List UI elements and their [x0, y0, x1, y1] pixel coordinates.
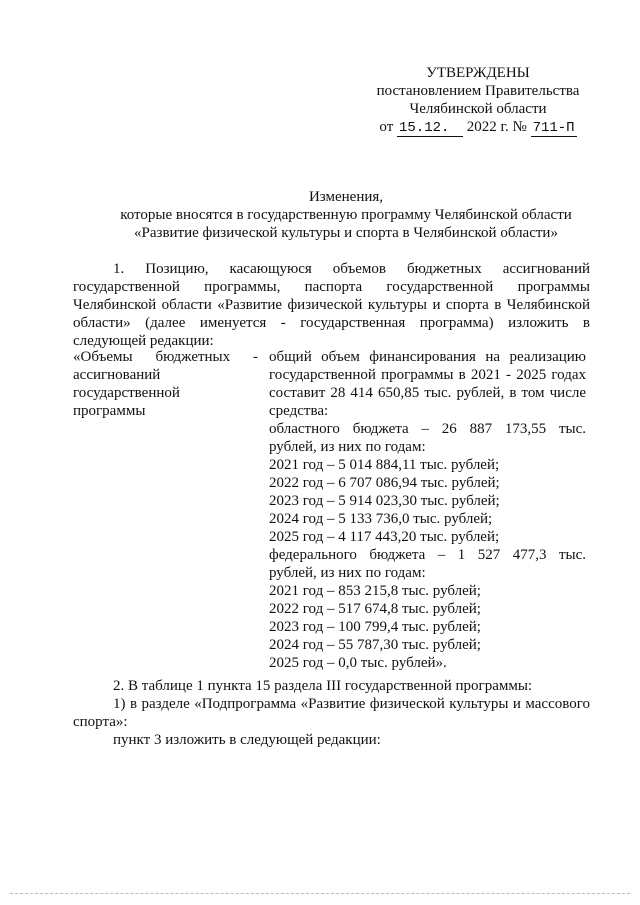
right-cell-line: 2024 год – 5 133 736,0 тыс. рублей; — [269, 511, 493, 527]
right-cell-line: 2021 год – 5 014 884,11 тыс. рублей; — [269, 457, 500, 473]
paragraph-1-line: области» (далее именуется - государственная программа) изложить в — [73, 315, 590, 331]
right-cell-line: 2025 год – 0,0 тыс. рублей». — [269, 655, 447, 671]
budget-table-right-column — [269, 348, 586, 672]
paragraph-2-line1: 2. В таблице 1 пункта 15 раздела III государственной программы: — [113, 678, 533, 694]
paragraph-1-line: Челябинской области «Развитие физической культуры и спорта в Челябинской — [73, 297, 590, 313]
paragraph-2-line2: 1) в разделе «Подпрограмма «Развитие физической культуры и массового — [113, 696, 590, 712]
paragraph-1-line: следующей редакции: — [73, 333, 214, 349]
approval-authority: постановлением Правительства — [376, 83, 580, 99]
right-cell-line: 2022 год – 6 707 086,94 тыс. рублей; — [269, 475, 500, 491]
left-cell-line: ассигнований — [73, 367, 161, 383]
right-cell-line: средства: — [269, 403, 329, 419]
paragraph-1 — [73, 260, 590, 350]
right-cell-line: федерального бюджета – 1 527 477,3 тыс. — [269, 547, 586, 563]
paragraph-2 — [73, 677, 590, 749]
approval-date-number — [368, 118, 588, 136]
approval-date-fill: 15.12. — [397, 121, 463, 137]
paragraph-2-line3: спорта»: — [73, 714, 128, 730]
right-cell-line: 2021 год – 853 215,8 тыс. рублей; — [269, 583, 481, 599]
right-cell-line: составит 28 414 650,85 тыс. рублей, в том числе — [269, 385, 586, 401]
approval-region: Челябинской области — [409, 101, 547, 117]
right-cell-line: рублей, из них по годам: — [269, 565, 426, 581]
budget-table-left-column — [73, 348, 258, 420]
left-cell-line: государственной — [73, 385, 180, 401]
document-heading — [96, 188, 596, 242]
left-cell-line: программы — [73, 403, 146, 419]
approval-year: 2022 г. № — [466, 119, 527, 135]
heading-line3: «Развитие физической культуры и спорта в Челябинской области» — [134, 225, 558, 241]
right-cell-line: государственной программы в 2021 - 2025 годах — [269, 367, 586, 383]
right-cell-line: 2023 год – 100 799,4 тыс. рублей; — [269, 619, 481, 635]
paragraph-1-line: 1. Позицию, касающуюся объемов бюджетных ассигнований — [113, 261, 590, 277]
right-cell-line: 2023 год – 5 914 023,30 тыс. рублей; — [269, 493, 500, 509]
page-bottom-divider — [10, 893, 630, 895]
heading-line2: которые вносятся в государственную программу Челябинской области — [120, 207, 572, 223]
paragraph-1-line: государственной программы, паспорта государственной программы — [73, 279, 590, 295]
approval-ot: от — [379, 119, 394, 135]
right-cell-line: областного бюджета – 26 887 173,55 тыс. — [269, 421, 586, 437]
heading-title: Изменения, — [308, 189, 384, 205]
paragraph-2-line4: пункт 3 изложить в следующей редакции: — [113, 732, 381, 748]
right-cell-line: рублей, из них по годам: — [269, 439, 426, 455]
right-cell-line: 2024 год – 55 787,30 тыс. рублей; — [269, 637, 481, 653]
approval-title: УТВЕРЖДЕНЫ — [426, 65, 530, 81]
approval-number-fill: 711-П — [532, 120, 575, 136]
left-cell-line: «Объемы бюджетных - — [73, 349, 258, 365]
right-cell-line: 2025 год – 4 117 443,20 тыс. рублей; — [269, 529, 500, 545]
right-cell-line: 2022 год – 517 674,8 тыс. рублей; — [269, 601, 481, 617]
right-cell-line: общий объем финансирования на реализацию — [269, 349, 586, 365]
approval-block — [368, 64, 588, 136]
